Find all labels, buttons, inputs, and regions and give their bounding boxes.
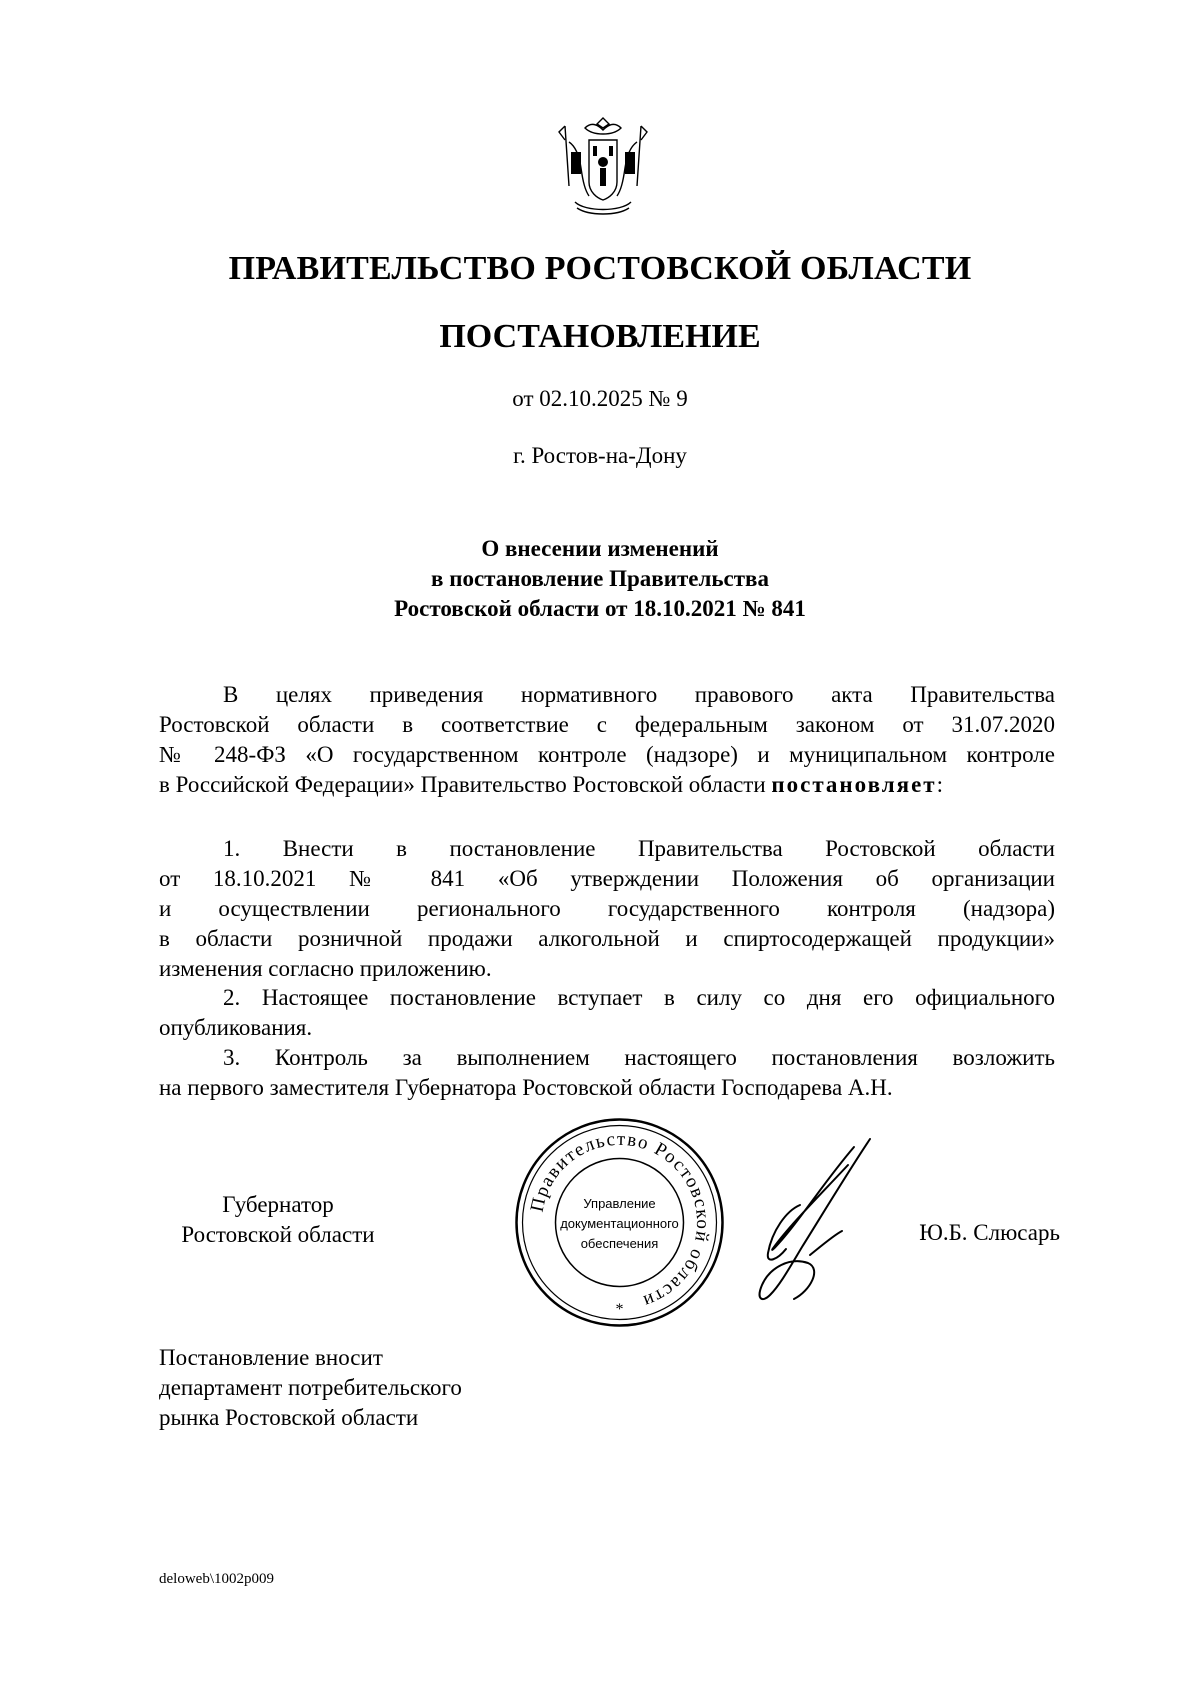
text-fragment: : — [936, 772, 943, 797]
document-type: ПОСТАНОВЛЕНИЕ — [439, 318, 761, 355]
handwritten-signature-icon — [750, 1135, 880, 1310]
item-2-paragraph — [159, 983, 1055, 1043]
coat-of-arms-icon — [555, 112, 651, 220]
note-line: департамент потребительского — [159, 1375, 462, 1400]
text-fragment: в Российской Федерации» Правительство Ростовской области — [159, 772, 772, 797]
note-line: Постановление вносит — [159, 1345, 383, 1370]
signatory-name: Ю.Б. Слюсарь — [919, 1220, 1060, 1245]
text-line: в области розничной продажи алкогольной и спиртосодержащей продукции» — [159, 926, 1055, 951]
text-line: на первого заместителя Губернатора Ростовской области Господарева А.Н. — [159, 1075, 893, 1100]
subject-line: в постановление Правительства — [431, 566, 769, 591]
official-seal — [512, 1115, 727, 1330]
submitted-by-note — [159, 1343, 462, 1433]
seal-inner-text: Управление — [583, 1196, 656, 1211]
seal-star: * — [615, 1301, 624, 1318]
text-line: 2. Настоящее постановление вступает в силу со дня его официального — [223, 985, 1055, 1010]
item-1-paragraph — [159, 834, 1055, 984]
seal-inner-text: обеспечения — [580, 1236, 659, 1251]
text-line: № 248-ФЗ «О государственном контроле (надзоре) и муниципальном контроле — [159, 742, 1055, 767]
place-of-issue: г. Ростов-на-Дону — [513, 443, 687, 468]
text-line: от 18.10.2021 № 841 «Об утверждении Положения об организации — [159, 866, 1055, 891]
text-line: В целях приведения нормативного правового акта Правительства — [223, 682, 1055, 707]
text-line: и осуществлении регионального государственного контроля (надзора) — [159, 896, 1055, 921]
document-reference: deloweb\1002p009 — [159, 1571, 274, 1587]
date-number-line: от 02.10.2025 № 9 — [512, 386, 688, 411]
seal-outer-text: Правительство Ростовской области — [526, 1128, 714, 1313]
text-line: опубликования. — [159, 1015, 313, 1040]
signatory-position — [163, 1190, 393, 1250]
subject-line: Ростовской области от 18.10.2021 № 841 — [394, 596, 806, 621]
position-line: Ростовской области — [181, 1222, 375, 1247]
government-title: ПРАВИТЕЛЬСТВО РОСТОВСКОЙ ОБЛАСТИ — [228, 250, 972, 287]
text-line: Ростовской области в соответствие с федеральным законом от 31.07.2020 — [159, 712, 1055, 737]
item-3-paragraph — [159, 1043, 1055, 1103]
text-line — [159, 770, 1055, 800]
subject-line: О внесении изменений — [481, 536, 719, 561]
preamble-paragraph — [159, 680, 1055, 800]
position-line: Губернатор — [222, 1192, 334, 1217]
resolution-keyword: постановляет — [771, 772, 937, 797]
text-line: изменения согласно приложению. — [159, 956, 492, 981]
note-line: рынка Ростовской области — [159, 1405, 419, 1430]
text-line: 3. Контроль за выполнением настоящего постановления возложить — [223, 1045, 1055, 1070]
seal-inner-text: документационного — [560, 1216, 679, 1231]
text-line: 1. Внести в постановление Правительства Ростовской области — [223, 836, 1055, 861]
